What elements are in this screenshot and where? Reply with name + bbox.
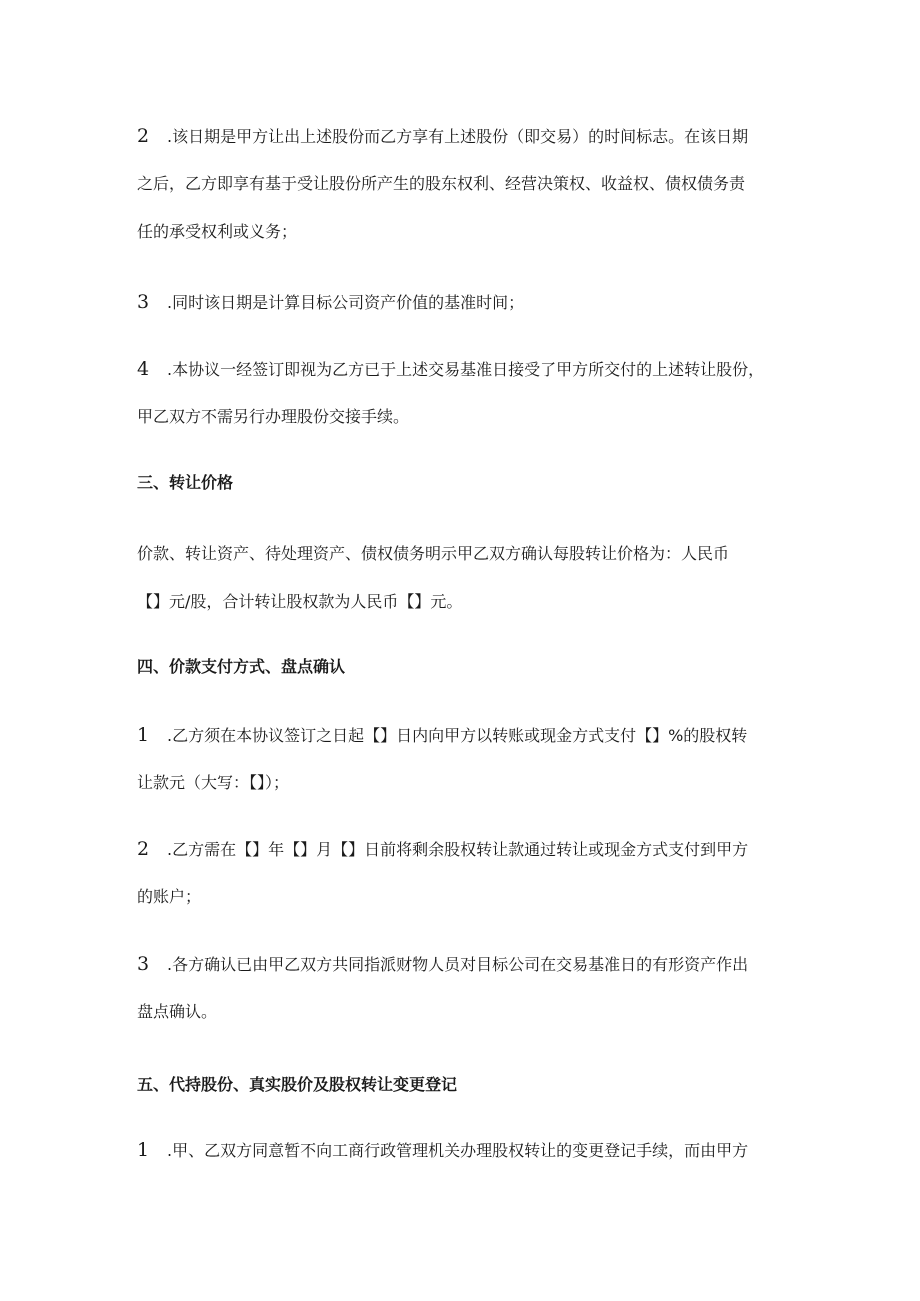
paragraph-number: 3: [137, 291, 150, 313]
section-3-heading: 三、转让价格: [137, 473, 234, 492]
paragraph-number: 1: [137, 1139, 150, 1161]
paragraph-line: 【】元/股，合计转让股权款为人民币【】元。: [137, 592, 463, 611]
paragraph-number: 2: [137, 125, 150, 147]
paragraph-3: [137, 278, 797, 326]
section-4-heading: 四、价款支付方式、盘点确认: [137, 657, 346, 676]
paragraph-text: .乙方需在【】年【】月【】日前将剩余股权转让款通过转让或现金方式支付到甲方: [167, 840, 749, 859]
paragraph-text: .乙方须在本协议签订之日起【】日内向甲方以转账或现金方式支付【】%的股权转: [167, 726, 748, 745]
paragraph-number: 2: [137, 838, 150, 860]
paragraph-line: [137, 112, 797, 160]
paragraph-line: [137, 278, 797, 326]
section-5-item-1: [137, 1126, 797, 1174]
paragraph-line: 的账户；: [137, 887, 202, 906]
paragraph-line: 之后，乙方即享有基于受让股份所产生的股东权利、经营决策权、收益权、债权债务责: [137, 174, 746, 193]
section-5-heading: 五、代持股份、真实股价及股权转让变更登记: [137, 1075, 458, 1094]
paragraph-line: [137, 825, 797, 873]
section-4-item-1: [137, 711, 797, 807]
paragraph-2: [137, 112, 797, 256]
paragraph-text: .该日期是甲方让出上述股份而乙方享有上述股份（即交易）的时间标志。在该日期: [167, 127, 749, 146]
paragraph-line: 任的承受权利或义务；: [137, 222, 298, 241]
paragraph-number: 3: [137, 953, 150, 975]
paragraph-text: .甲、乙双方同意暂不向工商行政管理机关办理股权转让的变更登记手续，而由甲方: [167, 1141, 749, 1160]
paragraph-line: [137, 940, 797, 988]
paragraph-line: [137, 1126, 797, 1174]
paragraph-text: .本协议一经签订即视为乙方已于上述交易基准日接受了甲方所交付的上述转让股份，: [167, 360, 765, 379]
section-4-item-3: [137, 940, 797, 1036]
paragraph-4: [137, 345, 797, 441]
section-3-body: [137, 530, 797, 626]
paragraph-number: 4: [137, 358, 150, 380]
paragraph-text: .同时该日期是计算目标公司资产价值的基准时间；: [167, 293, 525, 312]
paragraph-line: 甲乙双方不需另行办理股份交接手续。: [137, 407, 410, 426]
paragraph-line: [137, 711, 797, 759]
paragraph-line: 价款、转让资产、待处理资产、债权债务明示甲乙双方确认每股转让价格为：人民币: [137, 544, 730, 563]
paragraph-number: 1: [137, 724, 150, 746]
paragraph-line: 让款元（大写：【】）；: [137, 773, 290, 792]
section-4-item-2: [137, 825, 797, 921]
paragraph-text: .各方确认已由甲乙双方共同指派财物人员对目标公司在交易基准日的有形资产作出: [167, 955, 749, 974]
paragraph-line: [137, 345, 797, 393]
paragraph-line: 盘点确认。: [137, 1002, 218, 1021]
